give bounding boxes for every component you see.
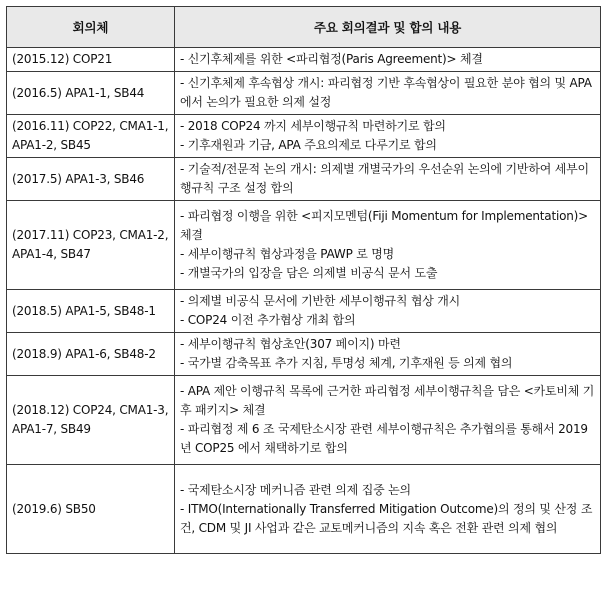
results-cell <box>175 115 601 158</box>
meeting-results-table <box>6 6 601 554</box>
result-item: - ITMO(Internationally Transferred Mitigation Outcome)의 정의 및 산정 조건, CDM 및 JI 사업과 같은 교토메커니즘의 지속 혹은 전환 관련 의제 협의 <box>180 501 593 535</box>
meeting-cell: (2018.12) COP24, CMA1-3, APA1-7, SB49 <box>7 376 175 465</box>
result-item: - 국제탄소시장 메커니즘 관련 의제 집중 논의 <box>180 482 411 497</box>
results-cell <box>175 290 601 333</box>
result-item: - 기술적/전문적 논의 개시: 의제별 개별국가의 우선순위 논의에 기반하여 세부이행규칙 구조 설정 합의 <box>180 162 589 195</box>
results-cell <box>175 158 601 201</box>
meeting-cell: (2016.11) COP22, CMA1-1, APA1-2, SB45 <box>7 115 175 158</box>
table-row <box>7 48 601 72</box>
header-meeting: 회의체 <box>7 7 175 48</box>
meeting-cell: (2019.6) SB50 <box>7 465 175 554</box>
table-row <box>7 333 601 376</box>
meeting-cell: (2015.12) COP21 <box>7 48 175 72</box>
document-page <box>6 6 601 554</box>
meeting-cell: (2018.9) APA1-6, SB48-2 <box>7 333 175 376</box>
result-item: - 세부이행규칙 협상초안(307 페이지) 마련 <box>180 337 401 351</box>
result-item: - APA 제안 이행규칙 목록에 근거한 파리협정 세부이행규칙을 담은 <카토비체 기후 패키지> 체결 <box>180 384 595 417</box>
results-cell <box>175 201 601 290</box>
result-item: - 2018 COP24 까지 세부이행규칙 마련하기로 합의 <box>180 119 446 133</box>
results-cell <box>175 333 601 376</box>
results-cell <box>175 465 601 554</box>
result-item: - 기후재원과 기금, APA 주요의제로 다루기로 합의 <box>180 138 437 152</box>
meeting-cell: (2016.5) APA1-1, SB44 <box>7 72 175 115</box>
result-item: - 파리협정 이행을 위한 <피지모멘텀(Fiji Momentum for Implementation)> 체결 <box>180 209 588 242</box>
table-row <box>7 72 601 115</box>
table-header-row <box>7 7 601 48</box>
result-item: - COP24 이전 추가협상 개최 합의 <box>180 313 356 327</box>
results-cell <box>175 376 601 465</box>
header-results: 주요 회의결과 및 합의 내용 <box>175 7 601 48</box>
meeting-cell: (2017.5) APA1-3, SB46 <box>7 158 175 201</box>
result-item: - 파리협정 제 6 조 국제탄소시장 관련 세부이행규칙은 추가협의를 통해서 2019 년 COP25 에서 채택하기로 합의 <box>180 422 588 455</box>
table-row <box>7 115 601 158</box>
table-row <box>7 290 601 333</box>
result-item: - 신기후체제 후속협상 개시: 파리협정 기반 후속협상이 필요한 분야 협의 및 APA 에서 논의가 필요한 의제 설정 <box>180 76 592 109</box>
table-row <box>7 158 601 201</box>
results-cell <box>175 72 601 115</box>
result-item: - 개별국가의 입장을 담은 의제별 비공식 문서 도출 <box>180 266 438 280</box>
result-item: - 신기후체제를 위한 <파리협정(Paris Agreement)> 체결 <box>180 52 483 66</box>
result-item: - 의제별 비공식 문서에 기반한 세부이행규칙 협상 개시 <box>180 294 461 308</box>
results-cell <box>175 48 601 72</box>
result-item: - 세부이행규칙 협상과정을 PAWP 로 명명 <box>180 247 395 261</box>
meeting-cell: (2017.11) COP23, CMA1-2, APA1-4, SB47 <box>7 201 175 290</box>
table-row <box>7 465 601 554</box>
table-row <box>7 201 601 290</box>
meeting-cell: (2018.5) APA1-5, SB48-1 <box>7 290 175 333</box>
table-row <box>7 376 601 465</box>
result-item: - 국가별 감축목표 추가 지침, 투명성 체계, 기후재원 등 의제 협의 <box>180 356 513 370</box>
